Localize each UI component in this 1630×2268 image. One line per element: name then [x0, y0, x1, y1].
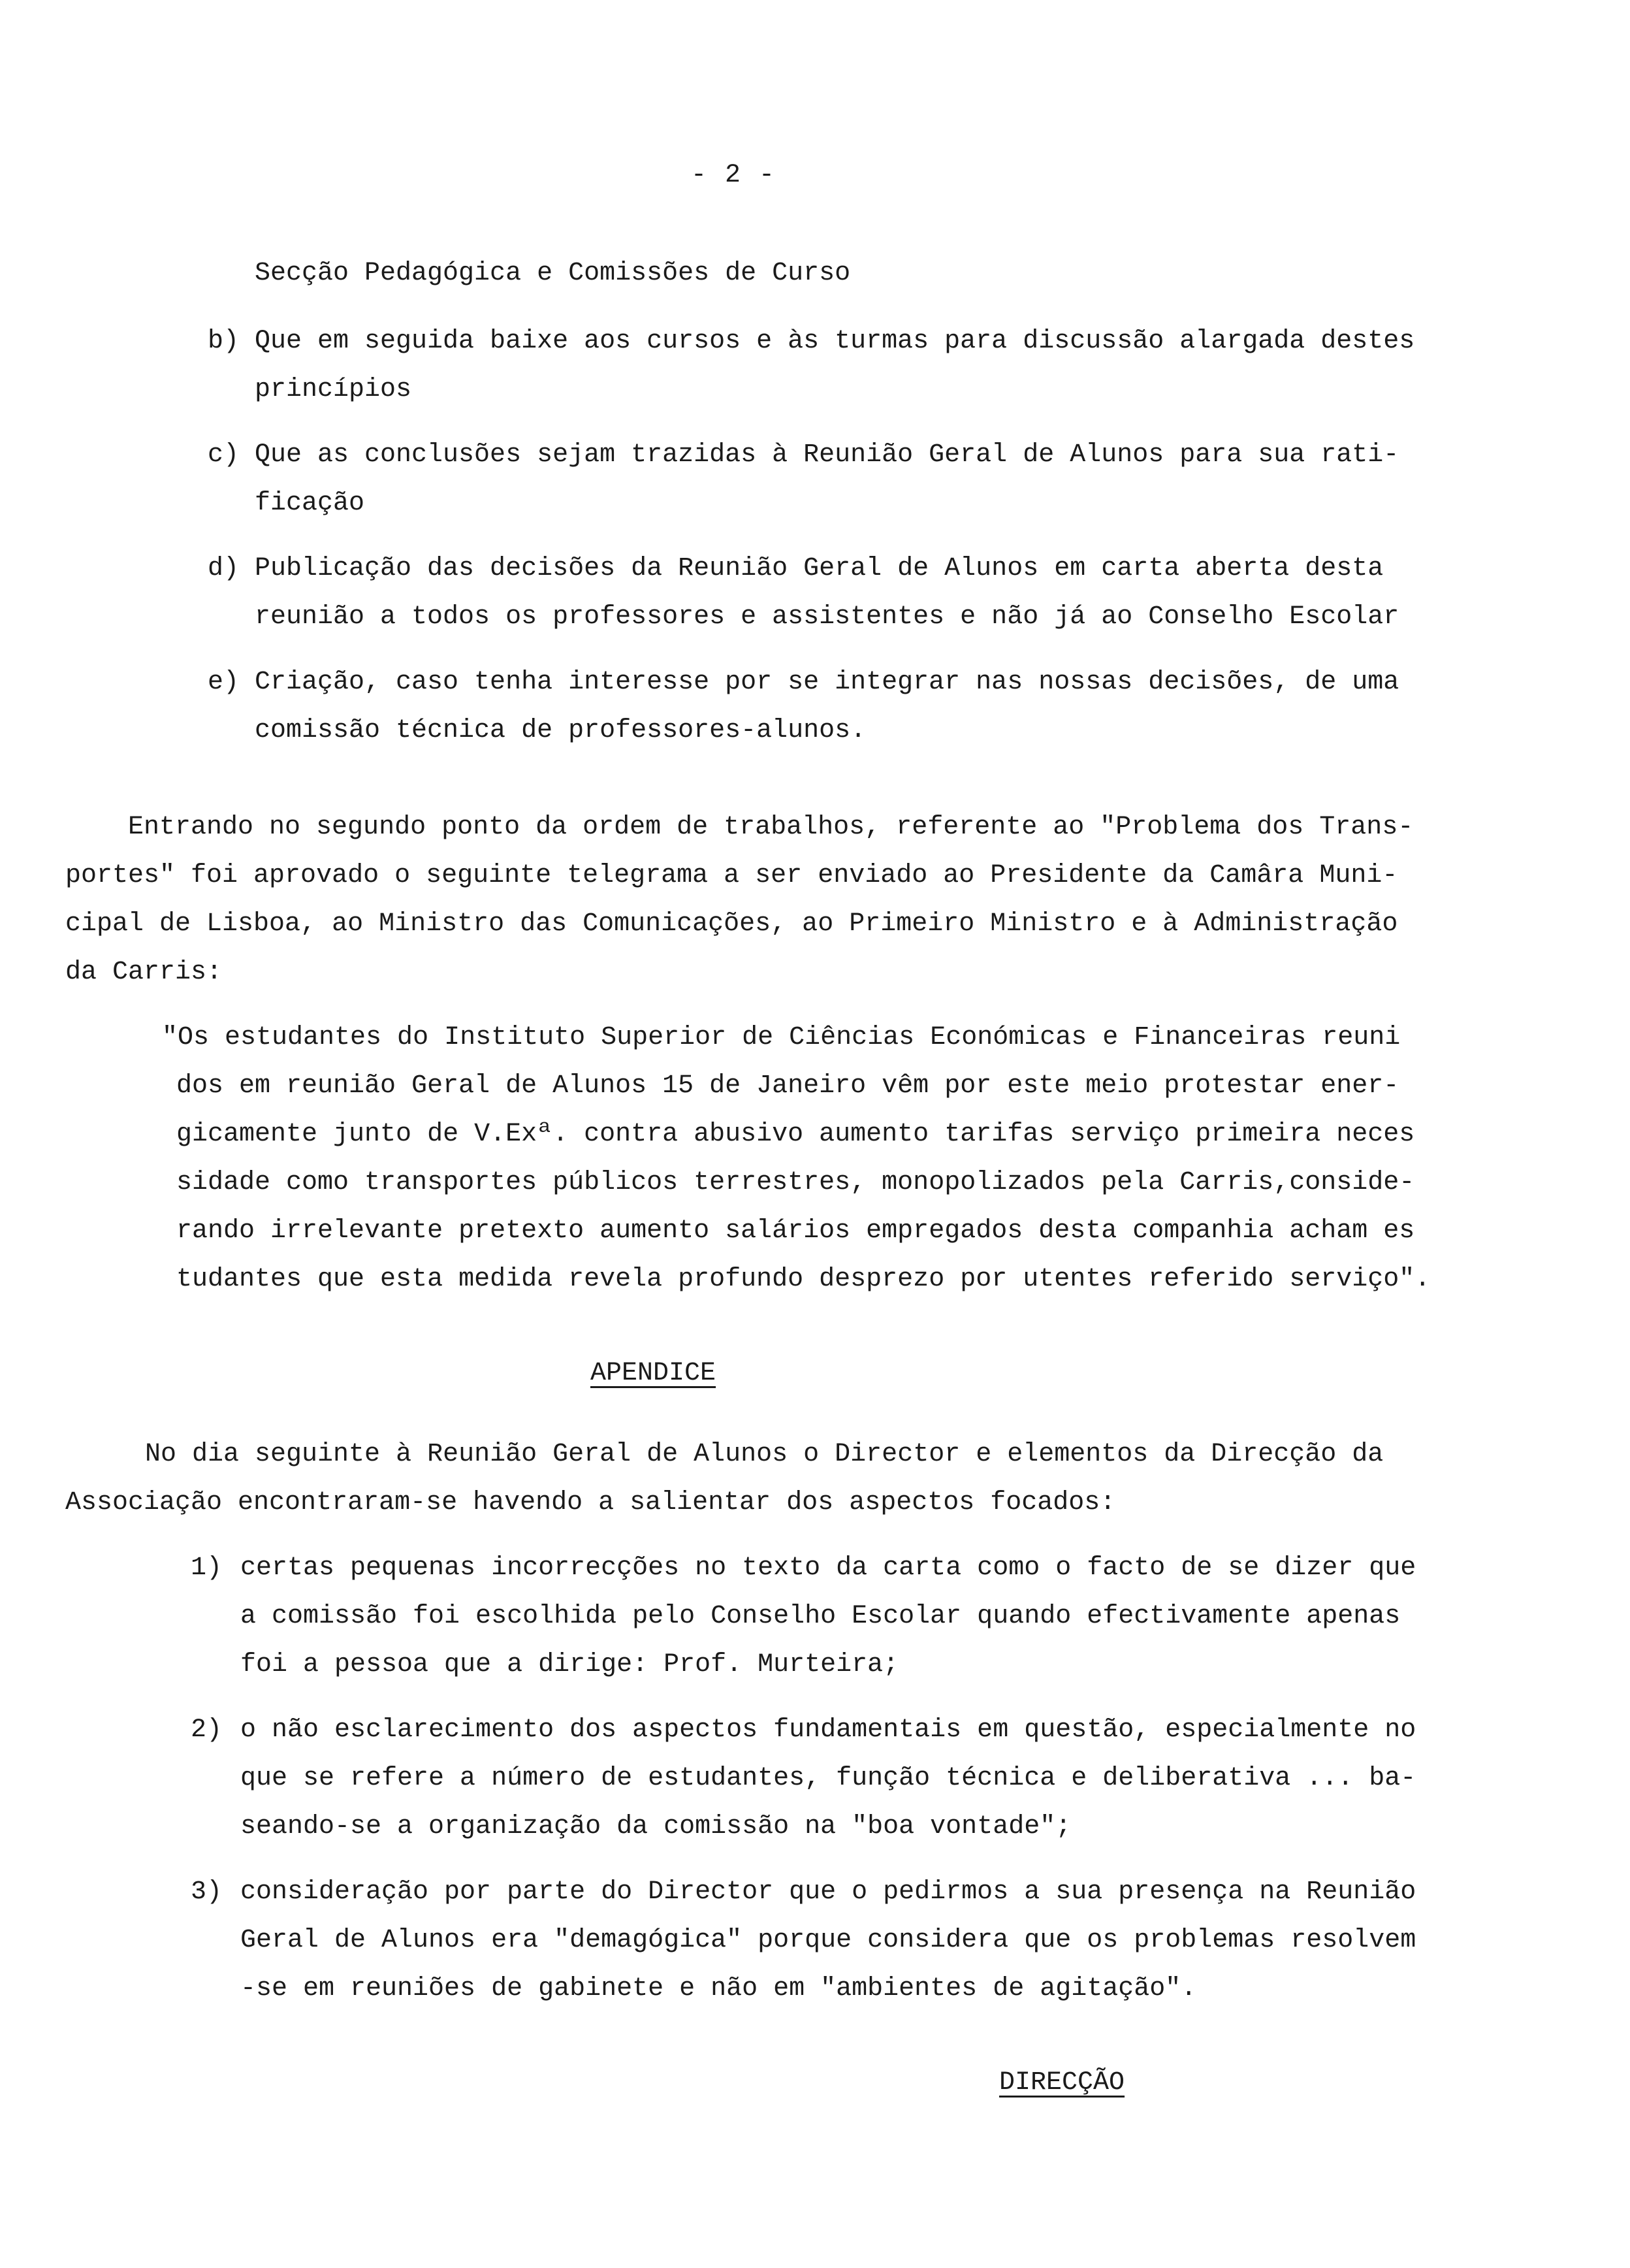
- item-line: princípios: [255, 375, 412, 404]
- paragraph-line: No dia seguinte à Reunião Geral de Alunos o Director e elementos da Direcção da: [145, 1440, 1384, 1469]
- item-line: consideração por parte do Director que o pedirmos a sua presença na Reunião: [240, 1877, 1416, 1907]
- item-line: Que as conclusões sejam trazidas à Reunião Geral de Alunos para sua rati-: [255, 440, 1399, 470]
- item-line: reunião a todos os professores e assistentes e não já ao Conselho Escolar: [255, 602, 1399, 632]
- item-label: b): [208, 327, 240, 356]
- telegram-line: tudantes que esta medida revela profundo desprezo por utentes referido serviço".: [176, 1265, 1431, 1294]
- item-line: -se em reuniões de gabinete e não em "ambientes de agitação".: [240, 1974, 1197, 2003]
- page-number: - 2 -: [691, 161, 776, 190]
- paragraph-line: Associação encontraram-se havendo a salientar dos aspectos focados:: [65, 1488, 1116, 1517]
- item-line: Criação, caso tenha interesse por se integrar nas nossas decisões, de uma: [255, 668, 1399, 697]
- paragraph-line: Entrando no segundo ponto da ordem de trabalhos, referente ao "Problema dos Trans-: [128, 813, 1414, 842]
- item-line: Que em seguida baixe aos cursos e às turmas para discussão alargada destes: [255, 327, 1415, 356]
- continuation-line: Secção Pedagógica e Comissões de Curso: [255, 259, 851, 288]
- item-label: c): [208, 440, 240, 470]
- paragraph-line: cipal de Lisboa, ao Ministro das Comunicações, ao Primeiro Ministro e à Administração: [65, 909, 1398, 939]
- item-line: Geral de Alunos era "demagógica" porque considera que os problemas resolvem: [240, 1926, 1416, 1955]
- telegram-line: "Os estudantes do Instituto Superior de Ciências Económicas e Financeiras reuni: [162, 1023, 1401, 1052]
- appendix-heading: APENDICE: [590, 1359, 716, 1388]
- item-label: 2): [191, 1715, 223, 1745]
- item-line: a comissão foi escolhida pelo Conselho Escolar quando efectivamente apenas: [240, 1602, 1401, 1631]
- item-line: ficação: [255, 489, 365, 518]
- item-label: e): [208, 668, 240, 697]
- item-label: 1): [191, 1553, 223, 1583]
- item-line: foi a pessoa que a dirige: Prof. Murteira;: [240, 1650, 899, 1679]
- item-line: o não esclarecimento dos aspectos fundamentais em questão, especialmente no: [240, 1715, 1416, 1745]
- paragraph-line: portes" foi aprovado o seguinte telegrama a ser enviado ao Presidente da Camâra Muni-: [65, 861, 1398, 890]
- telegram-line: dos em reunião Geral de Alunos 15 de Janeiro vêm por este meio protestar ener-: [176, 1071, 1399, 1101]
- item-line: certas pequenas incorrecções no texto da carta como o facto de se dizer que: [240, 1553, 1416, 1583]
- item-line: Publicação das decisões da Reunião Geral de Alunos em carta aberta desta: [255, 554, 1384, 583]
- item-line: seando-se a organização da comissão na "boa vontade";: [240, 1812, 1072, 1841]
- telegram-line: gicamente junto de V.Exª. contra abusivo aumento tarifas serviço primeira neces: [176, 1120, 1415, 1149]
- item-label: 3): [191, 1877, 223, 1907]
- paragraph-line: da Carris:: [65, 958, 223, 987]
- item-line: que se refere a número de estudantes, função técnica e deliberativa ... ba-: [240, 1764, 1416, 1793]
- telegram-line: rando irrelevante pretexto aumento salários empregados desta companhia acham es: [176, 1216, 1415, 1246]
- item-label: d): [208, 554, 240, 583]
- telegram-line: sidade como transportes públicos terrestres, monopolizados pela Carris,conside-: [176, 1168, 1415, 1197]
- item-line: comissão técnica de professores-alunos.: [255, 716, 867, 745]
- signature: DIRECÇÃO: [999, 2068, 1125, 2098]
